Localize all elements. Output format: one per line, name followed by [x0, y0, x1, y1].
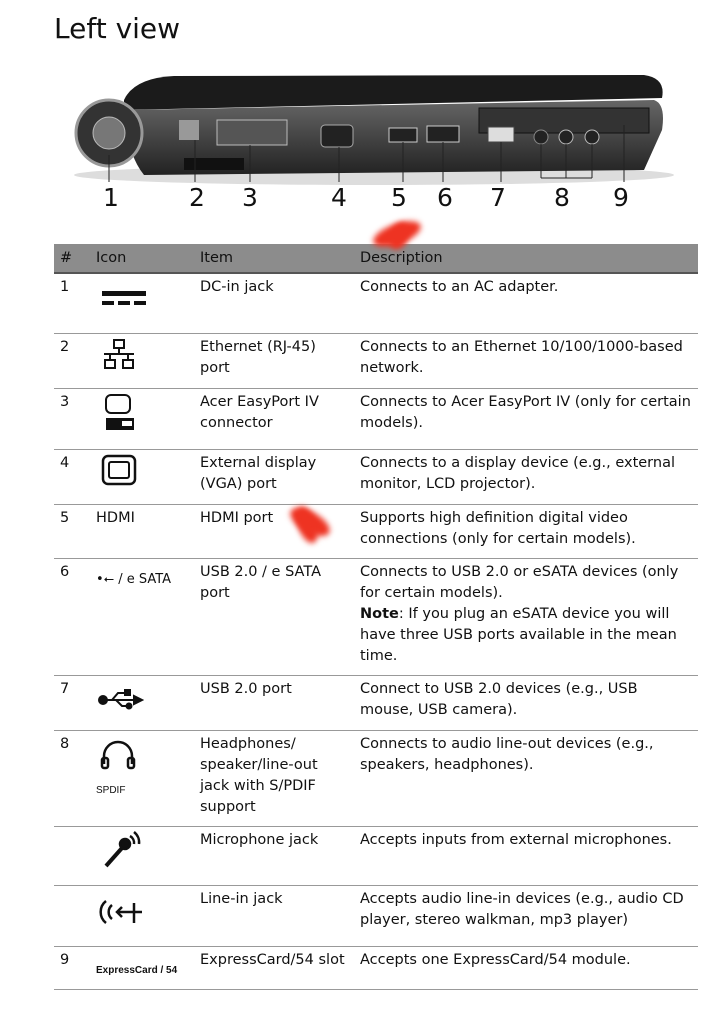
row-item: DC-in jack	[194, 273, 354, 333]
row-desc: Accepts audio line-in devices (e.g., audio CD player, stereo walkman, mp3 player)	[354, 885, 698, 946]
table-header	[54, 244, 698, 273]
row-desc: Accepts inputs from external microphones.	[354, 826, 698, 885]
callout-5: 5	[391, 183, 407, 212]
header-icon: Icon	[90, 244, 194, 273]
callout-6: 6	[437, 183, 453, 212]
row-num: 7	[54, 675, 90, 730]
callout-3: 3	[242, 183, 258, 212]
row-desc: Accepts one ExpressCard/54 module.	[354, 946, 698, 989]
callout-9: 9	[613, 183, 629, 212]
table-row	[54, 388, 698, 449]
callout-4: 4	[331, 183, 347, 212]
row-num: 6	[54, 558, 90, 675]
row-item: USB 2.0 port	[194, 675, 354, 730]
row-num: 9	[54, 946, 90, 989]
vga-icon	[90, 449, 194, 504]
row-item: Microphone jack	[194, 826, 354, 885]
microphone-icon	[90, 826, 194, 885]
laptop-left-side-image	[54, 70, 674, 185]
table-row	[54, 333, 698, 388]
table-row	[54, 558, 698, 675]
table-row	[54, 946, 698, 989]
table-row	[54, 730, 698, 826]
easyport-icon	[90, 388, 194, 449]
ethernet-icon	[90, 333, 194, 388]
callout-8: 8	[554, 183, 570, 212]
row-num: 8	[54, 730, 90, 826]
row-num: 2	[54, 333, 90, 388]
headphones-icon	[90, 730, 194, 826]
usb-icon	[90, 675, 194, 730]
table-row	[54, 885, 698, 946]
row-num: 1	[54, 273, 90, 333]
row-item: External display (VGA) port	[194, 449, 354, 504]
table-row	[54, 675, 698, 730]
row-num	[54, 885, 90, 946]
callout-2: 2	[189, 183, 205, 212]
table-row	[54, 504, 698, 558]
row-item: Acer EasyPort IV connector	[194, 388, 354, 449]
row-num	[54, 826, 90, 885]
row-num: 5	[54, 504, 90, 558]
row-desc: Connects to an AC adapter.	[354, 273, 698, 333]
expresscard-icon: ExpressCard / 54	[96, 964, 178, 976]
row-item: HDMI port	[194, 504, 354, 558]
note-text: : If you plug an eSATA device you will have three USB ports available in the mean time.	[360, 605, 677, 664]
usb-icon: •⭠	[96, 571, 115, 587]
row-item: USB 2.0 / e SATA port	[194, 558, 354, 675]
dc-in-icon	[90, 273, 194, 333]
note-label: Note	[360, 605, 399, 622]
ports-table	[54, 244, 698, 990]
row-item: Ethernet (RJ-45) port	[194, 333, 354, 388]
row-num: 3	[54, 388, 90, 449]
table-row	[54, 826, 698, 885]
header-num: #	[54, 244, 90, 273]
table-row	[54, 449, 698, 504]
esata-label: / e SATA	[118, 571, 172, 587]
row-num: 4	[54, 449, 90, 504]
row-desc: Connects to USB 2.0 or eSATA devices (only for certain models). Note: If you plug an eSATA device you will have three USB ports available in the mean time.	[354, 558, 698, 675]
header-item: Item	[194, 244, 354, 273]
row-desc: Supports high definition digital video connections (only for certain models).	[354, 504, 698, 558]
row-item: ExpressCard/54 slot	[194, 946, 354, 989]
header-description: Description	[354, 244, 698, 273]
row-desc: Connects to a display device (e.g., external monitor, LCD projector).	[354, 449, 698, 504]
page-title: Left view	[54, 12, 181, 45]
row-desc: Connect to USB 2.0 devices (e.g., USB mouse, USB camera).	[354, 675, 698, 730]
row-desc: Connects to an Ethernet 10/100/1000-based network.	[354, 333, 698, 388]
line-in-icon	[90, 885, 194, 946]
hdmi-icon: HDMI	[90, 504, 194, 558]
row-item: Line-in jack	[194, 885, 354, 946]
table-row	[54, 273, 698, 333]
row-item: Headphones/ speaker/line-out jack with S/PDIF support	[194, 730, 354, 826]
callout-1: 1	[103, 183, 119, 212]
spdif-label: SPDIF	[96, 784, 126, 796]
callout-7: 7	[490, 183, 506, 212]
row-desc: Connects to Acer EasyPort IV (only for certain models).	[354, 388, 698, 449]
row-desc: Connects to audio line-out devices (e.g., speakers, headphones).	[354, 730, 698, 826]
